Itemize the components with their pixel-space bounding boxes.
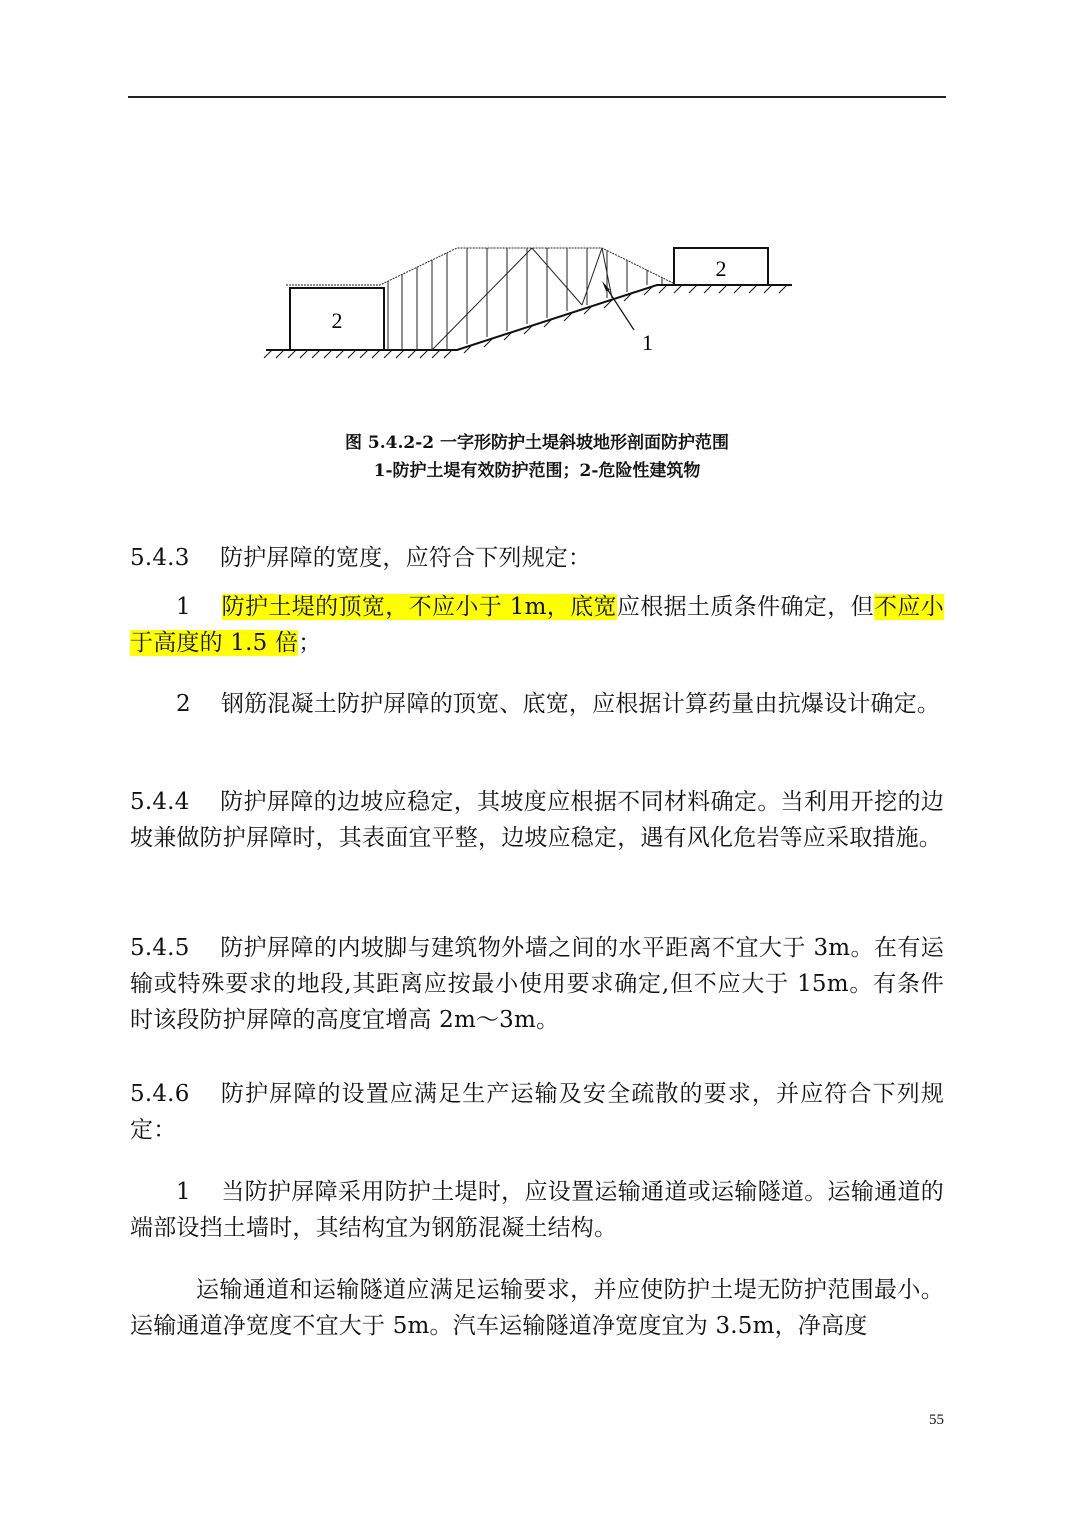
item-text: 应根据土质条件确定，但: [616, 594, 875, 620]
item-number: 1: [176, 594, 191, 620]
clause-5-4-3-item-1: 1 防护土堤的顶宽，不应小于 1m，底宽应根据土质条件确定，但不应小于高度的 1.5 倍；: [130, 594, 944, 656]
note-text: 运输通道和运输隧道应满足运输要求，并应使防护土堤无防护范围最小。运输通道净宽度不宜大于 5m。汽车运输隧道净宽度宜为 3.5m，净高度: [130, 1277, 944, 1339]
pointer-line: [604, 284, 634, 330]
building-label-right: 2: [715, 256, 727, 281]
highlight-top-width: 防护土堤的顶宽，不应小于 1m，底宽: [221, 594, 617, 620]
clause-5-4-6: [130, 1076, 944, 1148]
item-text: 当防护屏障采用防护土堤时，应设置运输通道或运输隧道。运输通道的端部设挡土墙时，其结构宜为钢筋混凝土结构。: [130, 1179, 945, 1241]
clause-5-4-3: [130, 540, 944, 576]
clause-number: 5.4.6: [130, 1081, 190, 1107]
building-label-left: 2: [331, 308, 343, 333]
pointer-label: 1: [642, 330, 653, 355]
clause-text: 防护屏障的设置应满足生产运输及安全疏散的要求，并应符合下列规定：: [130, 1081, 944, 1143]
clause-text: 防护屏障的内坡脚与建筑物外墙之间的水平距离不宜大于 3m。在有运输或特殊要求的地段,其距离应按最小使用要求确定,但不应大于 15m。有条件时该段防护屏障的高度宜增高 2m～3m。: [130, 935, 944, 1033]
clause-number: 5.4.4: [130, 789, 190, 815]
clause-number: 5.4.3: [130, 545, 190, 571]
clause-number: 5.4.5: [130, 935, 190, 961]
item-number: 2: [176, 691, 191, 717]
clause-5-4-3-item-2: [130, 686, 944, 722]
figure-caption-title: 图 5.4.2-2 一字形防护土堤斜坡地形剖面防护范围: [344, 433, 730, 453]
clause-5-4-6-note: [130, 1272, 944, 1344]
item-text: 钢筋混凝土防护屏障的顶宽、底宽，应根据计算药量由抗爆设计确定。: [220, 691, 941, 717]
slope-section-figure: [262, 240, 802, 370]
item-number: 1: [176, 1179, 191, 1205]
clause-text: 防护屏障的宽度，应符合下列规定：: [220, 545, 592, 571]
header-rule: [128, 96, 946, 98]
figure-caption-legend: 1-防护土堤有效防护范围；2-危险性建筑物: [373, 461, 701, 481]
highlight-bottom-width: 不应小于高度的 1.5 倍: [130, 594, 944, 656]
range-boundary: [286, 248, 677, 285]
clause-5-4-5: [130, 930, 944, 1038]
page-number: 55: [929, 1412, 944, 1428]
clause-text: 防护屏障的边坡应稳定，其坡度应根据不同材料确定。当利用开挖的边坡兼做防护屏障时，其表面宜平整，边坡应稳定，遇有风化危岩等应采取措施。: [130, 789, 944, 851]
clause-5-4-6-item-1: [130, 1174, 944, 1246]
clause-5-4-4: [130, 784, 944, 856]
